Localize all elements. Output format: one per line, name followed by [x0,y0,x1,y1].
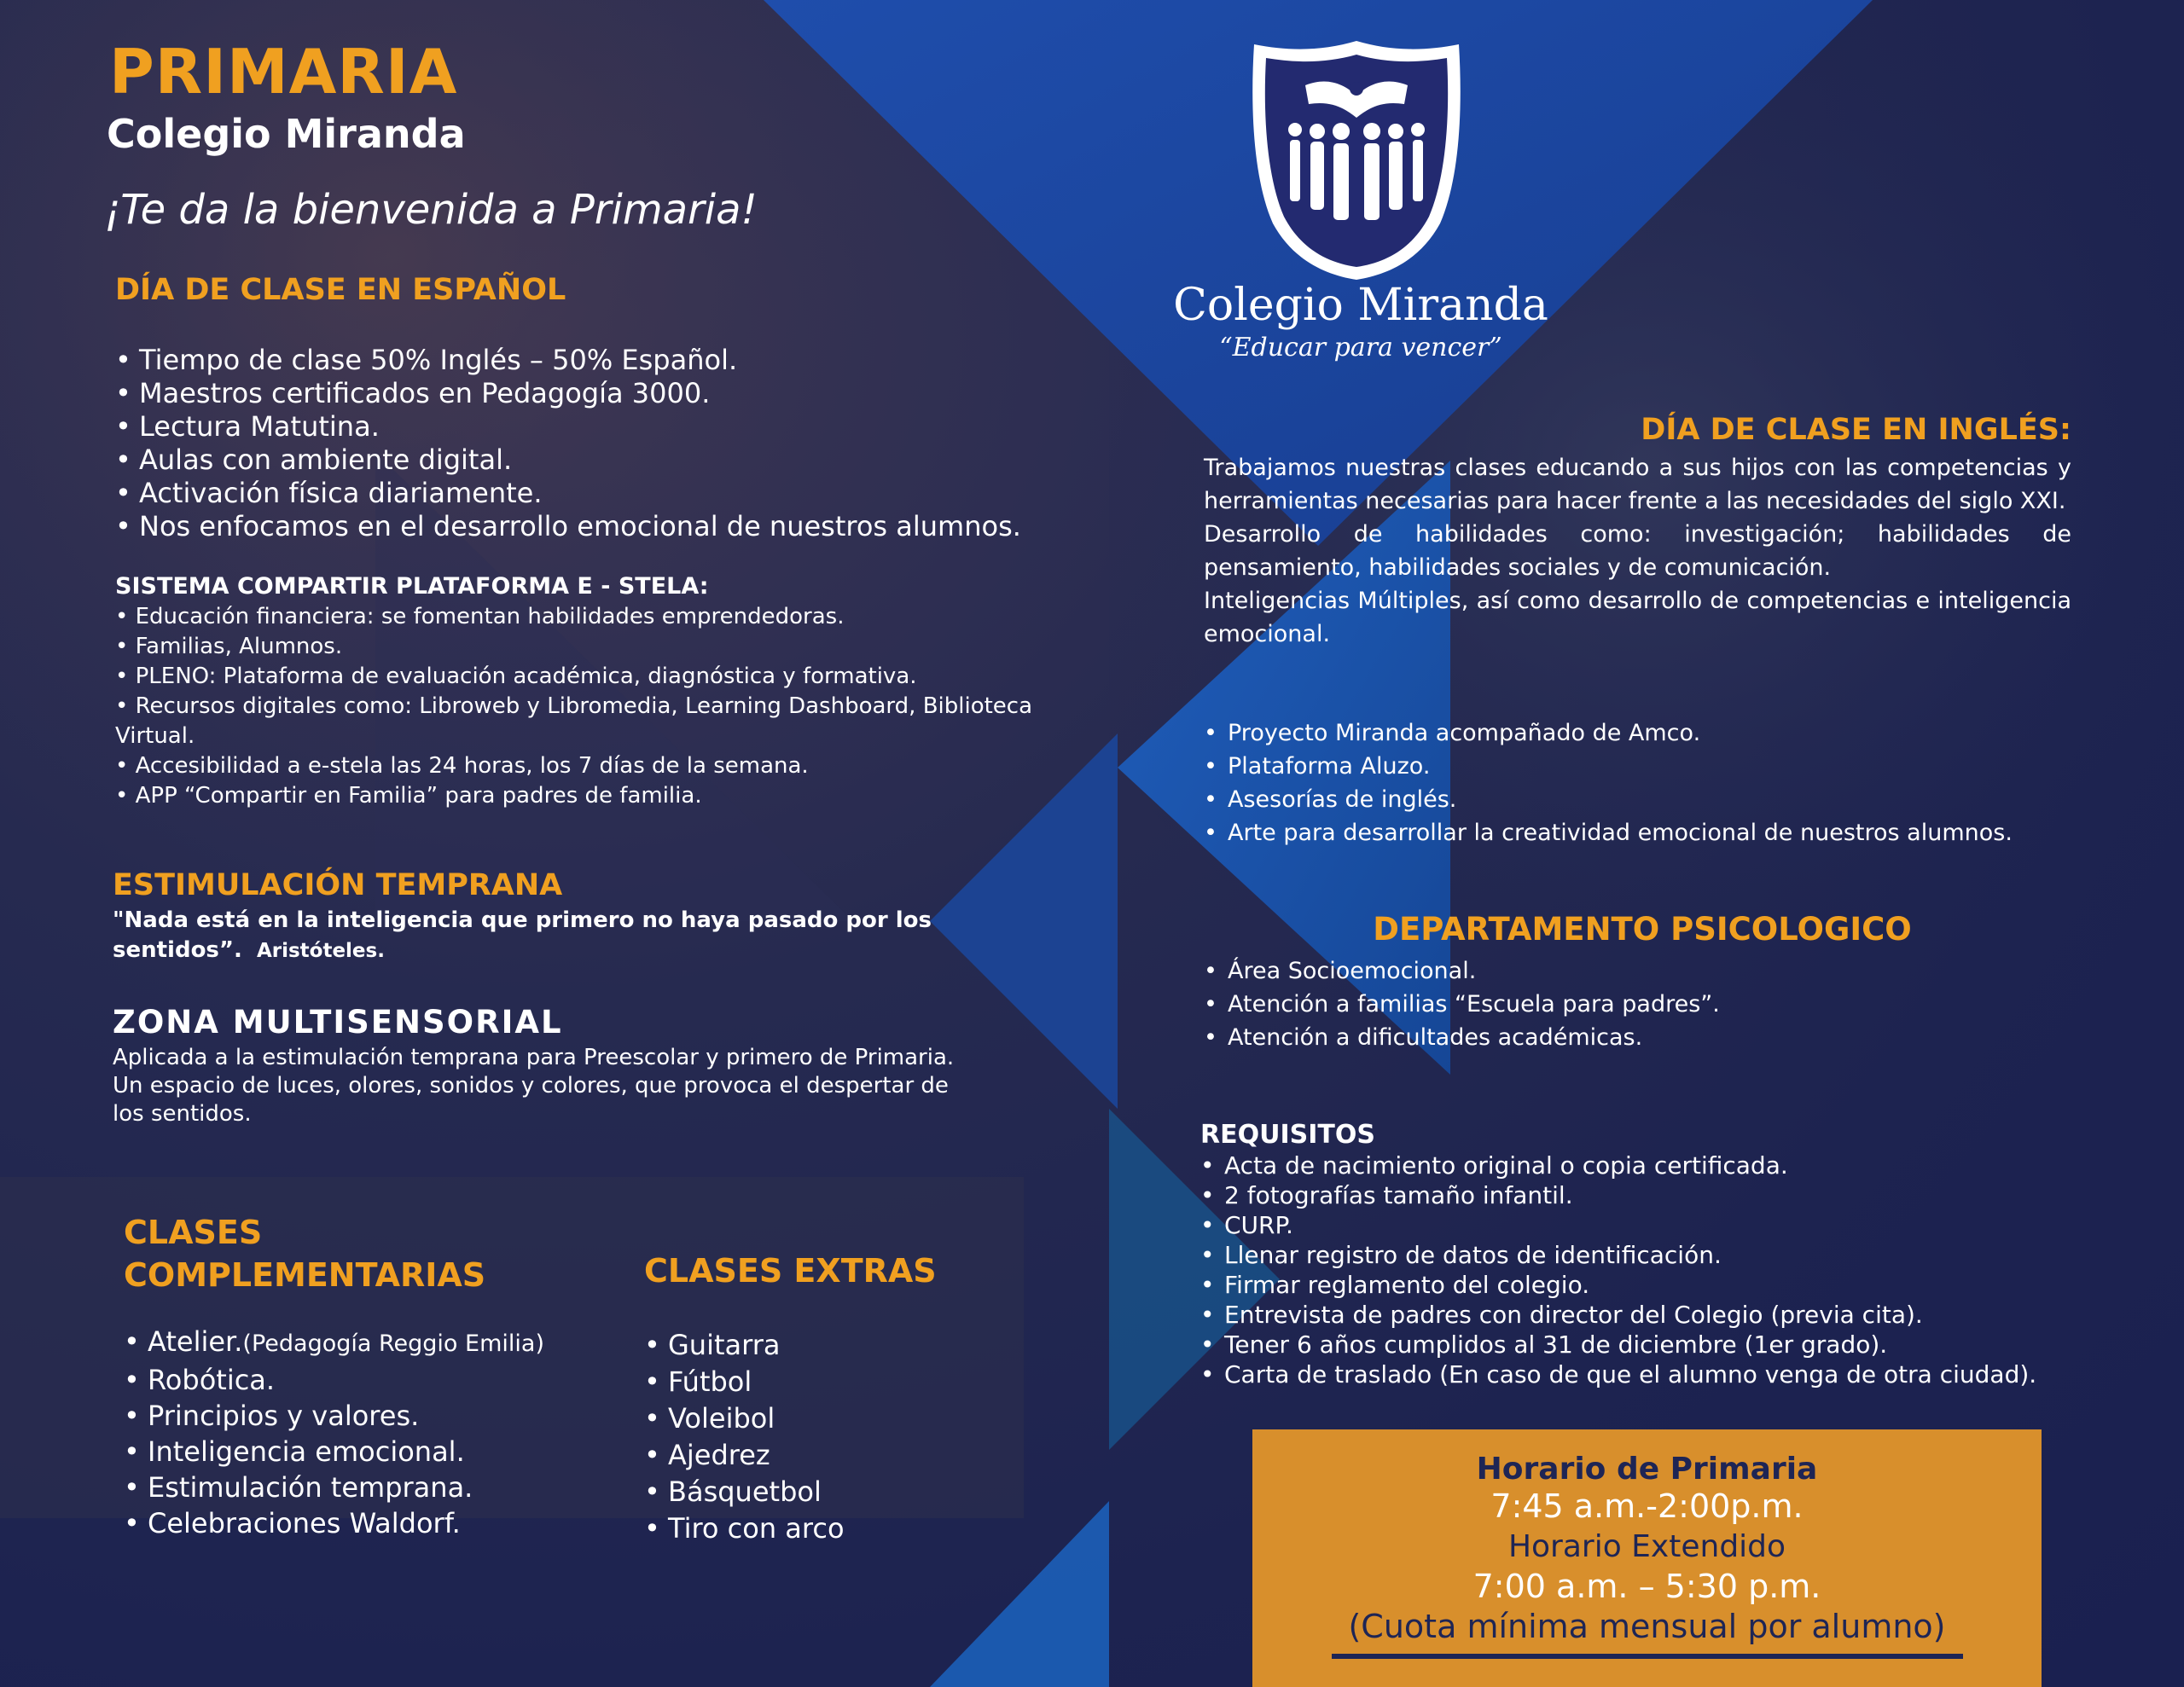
list-item: • Principios y valores. [124,1398,653,1434]
quote-author: Aristóteles. [256,940,385,962]
schedule-extended-hours: 7:00 a.m. – 5:30 p.m. [1472,1568,1821,1605]
list-item: • Aulas con ambiente digital. [115,443,1079,477]
list-item: • Familias, Alumnos. [115,634,343,659]
list-item: • Proyecto Miranda acompañado de Amco. [1204,716,2082,750]
logo-school-name: Colegio Miranda [1173,280,1548,331]
estimulacion-heading: ESTIMULACIÓN TEMPRANA [113,868,563,902]
welcome-text: ¡Te da la bienvenida a Primaria! [104,186,758,234]
school-crest-icon [1246,36,1467,283]
estimulacion-quote: "Nada está en la inteligencia que primero no haya pasado por los sentidos”. [113,907,932,963]
extras-heading: CLASES EXTRAS [644,1252,937,1290]
complementarias-heading [124,1211,485,1296]
complementarias-heading-line2: COMPLEMENTARIAS [124,1256,486,1294]
estimulacion-quote-block [113,906,983,966]
list-item: • Arte para desarrollar la creatividad emocional de nuestros alumnos. [1204,816,2082,849]
list-item: • Área Socioemocional. [1204,954,2057,988]
list-item: • Educación financiera: se fomentan habilidades emprendedoras. [115,604,845,629]
complementarias-list [124,1324,653,1541]
list-item: • Llenar registro de datos de identificación. [1200,1240,2139,1270]
schedule-fee-note: (Cuota mínima mensual por alumno) [1348,1608,1946,1645]
list-item: • Carta de traslado (En caso de que el alumno venga de otra ciudad). [1200,1359,2139,1389]
list-item: • Plataforma Aluzo. [1204,750,2082,783]
list-item: • Maestros certificados en Pedagogía 3000. [115,377,1079,410]
zona-heading: ZONA MULTISENSORIAL [113,1004,563,1041]
schedule-title: Horario de Primaria [1476,1452,1818,1487]
list-item: • Fútbol [644,1364,934,1400]
spanish-day-list [115,344,1079,543]
spanish-day-heading: DÍA DE CLASE EN ESPAÑOL [115,273,566,307]
list-item: • Firmar reglamento del colegio. [1200,1270,2139,1300]
list-item: • 2 fotografías tamaño infantil. [1200,1180,2139,1210]
atelier-note: (Pedagogía Reggio Emilia) [242,1330,544,1357]
complementarias-heading-line1: CLASES [124,1214,263,1251]
extras-list [644,1327,934,1547]
list-item: • Atención a familias “Escuela para padres”. [1204,988,2057,1021]
atelier-label: Atelier. [148,1325,243,1358]
list-item [124,1324,653,1362]
zona-text [113,1044,983,1128]
schedule-regular-hours: 7:45 a.m.-2:00p.m. [1490,1487,1804,1525]
english-day-text [1204,451,2071,651]
list-item: • Ajedrez [644,1437,934,1474]
zona-paragraph: Aplicada a la estimulación temprana para Preescolar y primero de Primaria. [113,1045,955,1070]
list-item: • PLENO: Plataforma de evaluación académica, diagnóstica y formativa. [115,664,917,689]
list-item: • Acta de nacimiento original o copia certificada. [1200,1151,2139,1180]
psicologico-list [1204,954,2057,1054]
school-subtitle: Colegio Miranda [107,111,466,157]
list-item: • Entrevista de padres con director del Colegio (previa cita). [1200,1300,2139,1330]
english-day-heading: DÍA DE CLASE EN INGLÉS: [1641,413,2071,447]
schedule-box [1252,1429,2042,1687]
list-item: • Atención a dificultades académicas. [1204,1021,2057,1054]
requisitos-list [1200,1151,2139,1389]
list-item: • Inteligencia emocional. [124,1434,653,1470]
list-item: • Estimulación temprana. [124,1470,653,1505]
list-item: • Recursos digitales como: Libroweb y Libromedia, Learning Dashboard, Biblioteca Virtual. [115,693,1033,749]
english-paragraph: Trabajamos nuestras clases educando a sus hijos con las competencias y herramientas necesarias para hacer frente a las necesidades del siglo XXI. [1204,455,2071,514]
list-item: • Tener 6 años cumplidos al 31 de diciembre (1er grado). [1200,1330,2139,1359]
sistema-heading: SISTEMA COMPARTIR PLATAFORMA E - STELA: [115,573,709,600]
requisitos-heading: REQUISITOS [1200,1120,1375,1150]
list-item: • APP “Compartir en Familia” para padres de familia. [115,783,702,809]
list-item: • Activación física diariamente. [115,477,1079,510]
schedule-divider [1332,1654,1963,1659]
list-item: • Accesibilidad a e-stela las 24 horas, los 7 días de la semana. [115,753,809,779]
page-title: PRIMARIA [109,36,458,107]
list-item: • Robótica. [124,1362,653,1398]
list-item: • CURP. [1200,1210,2139,1240]
logo-motto: “Educar para vencer” [1219,333,1502,362]
list-item: • Tiempo de clase 50% Inglés – 50% Español. [115,344,1079,377]
list-item: • Tiro con arco [644,1510,934,1547]
psicologico-heading: DEPARTAMENTO PSICOLOGICO [1373,911,1912,948]
list-item: • Celebraciones Waldorf. [124,1505,653,1541]
sistema-list [115,602,1037,811]
schedule-extended-label: Horario Extendido [1507,1529,1786,1564]
list-item: • Nos enfocamos en el desarrollo emocional de nuestros alumnos. [115,510,1079,543]
list-item: • Lectura Matutina. [115,410,1079,443]
english-day-list [1204,716,2082,849]
bottom-triangle-shape [930,1501,1109,1687]
list-item: • Voleibol [644,1400,934,1437]
list-item: • Guitarra [644,1327,934,1364]
list-item: • Asesorías de inglés. [1204,783,2082,816]
list-item: • Básquetbol [644,1474,934,1510]
english-paragraph: Inteligencias Múltiples, así como desarrollo de competencias e inteligencia emocional. [1204,588,2071,647]
english-paragraph: Desarrollo de habilidades como: investigación; habilidades de pensamiento, habilidades sociales y de comunicación. [1204,521,2071,581]
zona-paragraph: Un espacio de luces, olores, sonidos y colores, que provoca el despertar de los sentidos. [113,1073,949,1127]
